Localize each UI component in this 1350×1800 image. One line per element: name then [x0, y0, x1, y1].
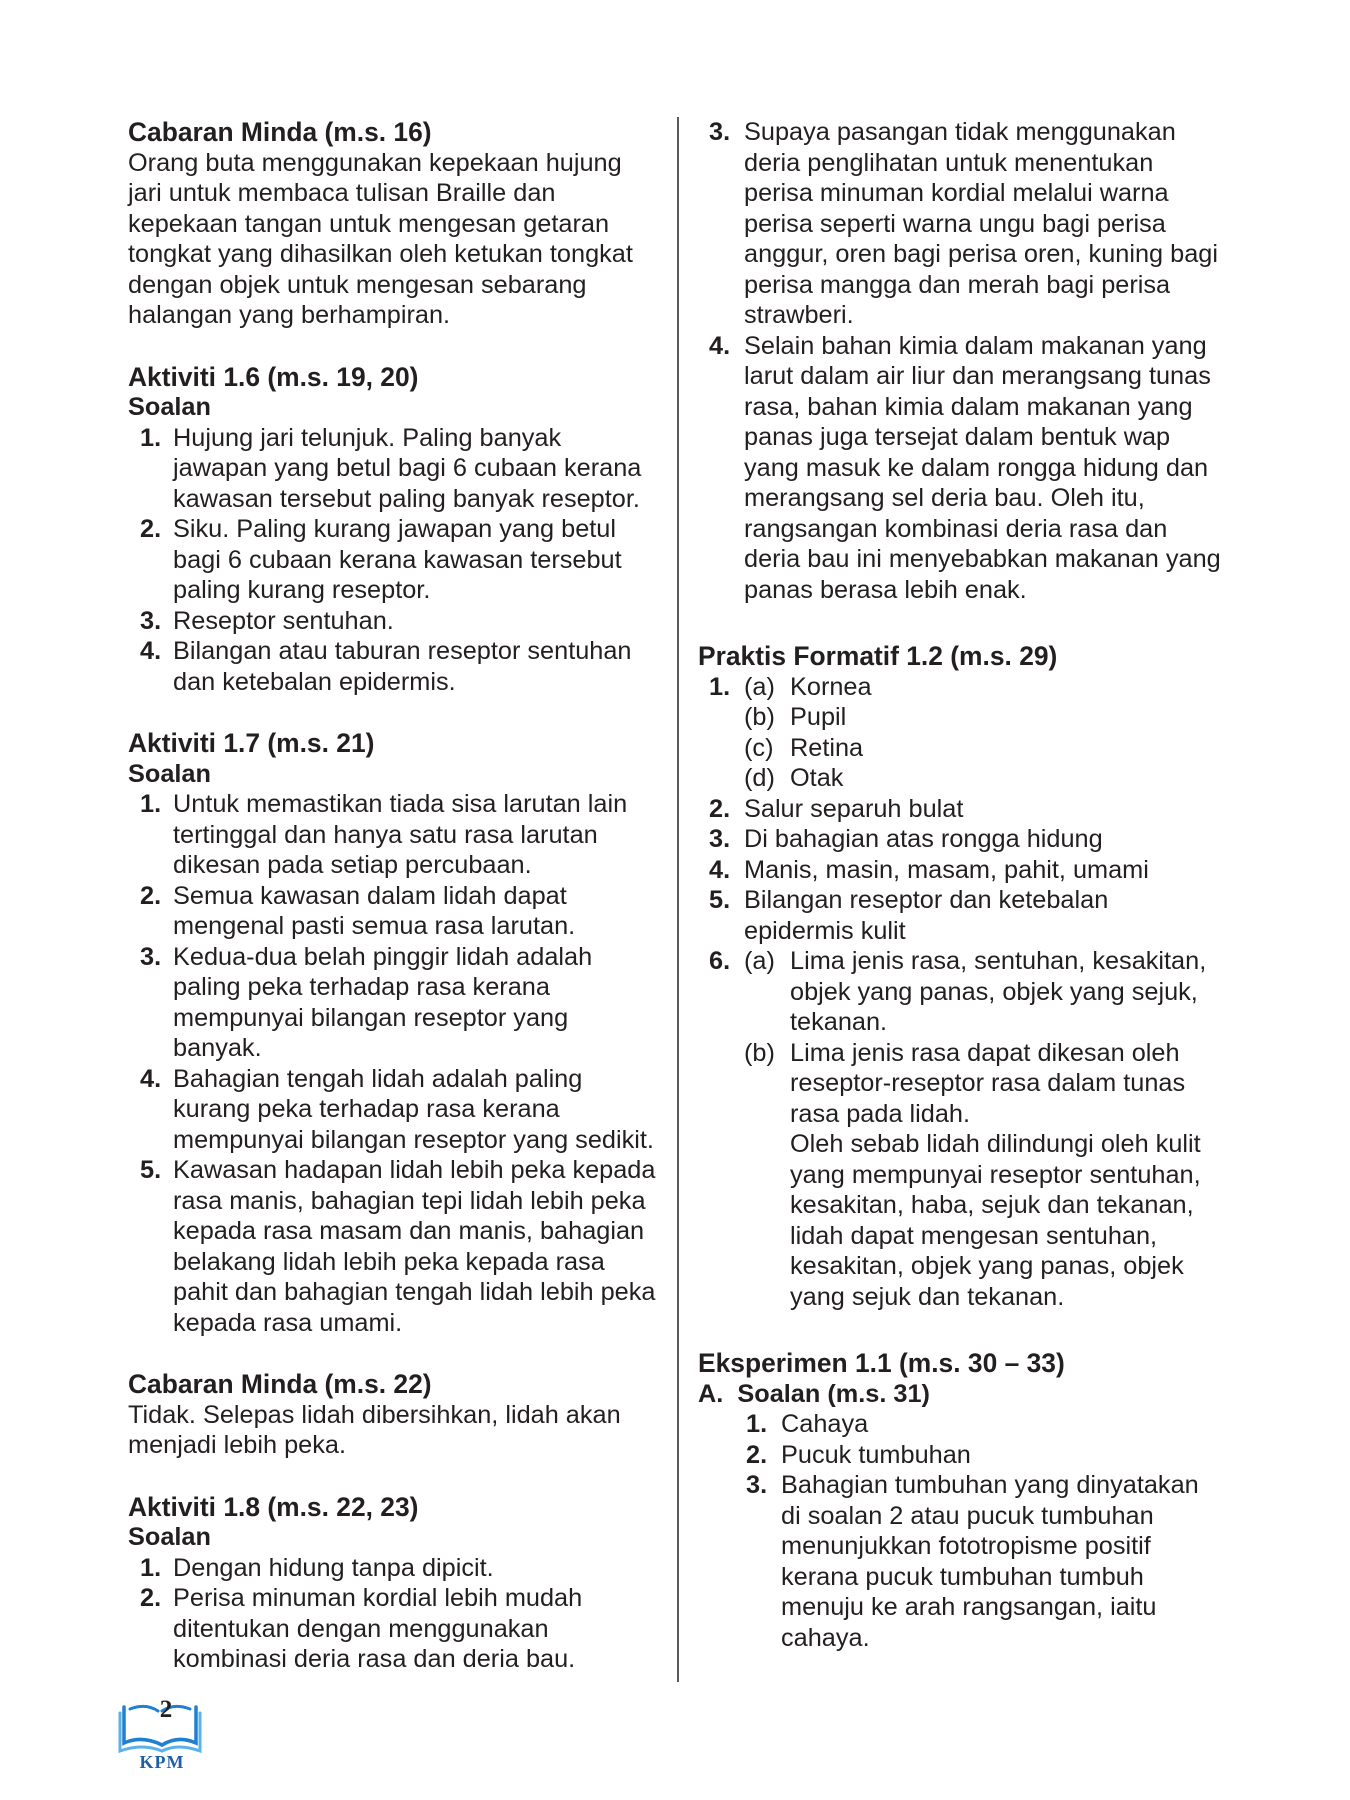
logo-text: KPM	[139, 1752, 185, 1772]
item-number: 2.	[709, 794, 731, 823]
section-heading: Cabaran Minda (m.s. 16)	[128, 117, 432, 147]
item-text: Siku. Paling kurang jawapan yang betul bagi 6 cubaan kerana kawasan tersebut paling kurang reseptor.	[173, 515, 622, 604]
column-divider	[677, 117, 679, 1682]
list-item	[128, 881, 658, 942]
list-item	[698, 331, 1223, 606]
sub-item	[744, 946, 1223, 1038]
item-number: 5.	[709, 886, 731, 914]
sub-item	[744, 733, 1223, 764]
item-number: 3.	[140, 942, 162, 971]
item-number: 2.	[140, 515, 162, 543]
item-text: Pucuk tumbuhan	[781, 1440, 971, 1469]
item-text: Bilangan atau taburan reseptor sentuhan dan ketebalan epidermis.	[173, 637, 632, 696]
item-text: Perisa minuman kordial lebih mudah ditentukan dengan menggunakan kombinasi deria rasa dan deria bau.	[173, 1584, 583, 1673]
list-item	[128, 942, 658, 1064]
item-number: 3.	[709, 118, 731, 146]
item-text: Semua kawasan dalam lidah dapat mengenal pasti semua rasa larutan.	[173, 881, 576, 940]
section-praktis-formatif-1-2	[698, 641, 1223, 1312]
item-text: Untuk memastikan tiada sisa larutan lain tertinggal dan hanya satu rasa larutan dikesan pada setiap percubaan.	[173, 790, 628, 879]
list-item	[698, 1409, 1223, 1440]
list-item	[698, 855, 1223, 886]
item-text: Bahagian tumbuhan yang dinyatakan di soalan 2 atau pucuk tumbuhan menunjukkan fototropisme positif kerana pucuk tumbuhan tumbuh menuju ke arah rangsangan, iaitu cahaya.	[781, 1471, 1199, 1652]
list-item	[698, 946, 1223, 1312]
item-number: 3.	[140, 606, 162, 635]
item-number: 1.	[746, 1410, 768, 1438]
item-number: 3.	[746, 1471, 768, 1499]
item-text: Bahagian tengah lidah adalah paling kurang peka terhadap rasa kerana mempunyai bilangan reseptor yang sedikit.	[173, 1064, 654, 1154]
sub-item-label: (d)	[744, 764, 775, 792]
section-heading: Cabaran Minda (m.s. 22)	[128, 1369, 432, 1399]
section-aktiviti-1-8	[128, 1492, 658, 1675]
section-heading: Eksperimen 1.1 (m.s. 30 – 33)	[698, 1348, 1065, 1378]
item-number: 1.	[140, 423, 162, 452]
item-number: 1.	[140, 790, 162, 818]
sub-item-text: Retina	[790, 733, 864, 762]
item-number: 2.	[746, 1440, 768, 1469]
page-number: 2	[159, 1696, 173, 1723]
subheading-soalan	[698, 1379, 1223, 1410]
list-item	[128, 1155, 658, 1338]
right-column	[698, 117, 1223, 1684]
item-number: 1.	[709, 672, 731, 701]
list-item	[128, 1583, 658, 1675]
item-number: 5.	[140, 1156, 162, 1184]
item-text: Dengan hidung tanpa dipicit.	[173, 1553, 494, 1582]
list-item	[128, 1553, 658, 1584]
item-number: 2.	[140, 881, 162, 910]
sub-item-text: Pupil	[790, 703, 847, 731]
list-item	[698, 1470, 1223, 1653]
sub-item-text-continued: Oleh sebab lidah dilindungi oleh kulit yang mempunyai reseptor sentuhan, kesakitan, haba, sejuk dan tekanan, lidah dapat mengesan sentuhan, kesakitan, objek yang panas, objek yang sejuk dan tekanan.	[790, 1130, 1201, 1311]
item-number: 4.	[140, 1064, 162, 1093]
sub-item	[744, 702, 1223, 733]
sub-item-text: Lima jenis rasa dapat dikesan oleh reseptor-reseptor rasa dalam tunas rasa pada lidah.	[790, 1038, 1186, 1128]
list-item	[128, 423, 658, 515]
section-aktiviti-1-8-continued	[698, 117, 1223, 605]
list-item	[128, 606, 658, 637]
sub-item-text: Otak	[790, 764, 844, 792]
list-item	[698, 794, 1223, 825]
item-text: Hujung jari telunjuk. Paling banyak jawapan yang betul bagi 6 cubaan kerana kawasan tersebut paling banyak reseptor.	[173, 423, 642, 513]
list-item	[128, 1064, 658, 1156]
list-item	[128, 514, 658, 606]
sub-item	[744, 763, 1223, 794]
section-eksperimen-1-1	[698, 1348, 1223, 1653]
answer-paragraph: Orang buta menggunakan kepekaan hujung jari untuk membaca tulisan Braille dan kepekaan tangan untuk mengesan getaran tongkat yang dihasilkan oleh ketukan tongkat dengan objek untuk mengesan sebarang halangan yang berhampiran.	[128, 148, 633, 329]
sub-item-label: (a)	[744, 947, 775, 975]
item-text: Manis, masin, masam, pahit, umami	[744, 855, 1149, 884]
section-heading: Praktis Formatif 1.2 (m.s. 29)	[698, 641, 1058, 671]
item-number: 6.	[709, 947, 731, 975]
sub-item-label: (a)	[744, 672, 775, 701]
item-text: Bilangan reseptor dan ketebalan epidermis kulit	[744, 886, 1109, 945]
item-number: 4.	[709, 855, 731, 884]
list-item	[128, 789, 658, 881]
item-text: Kedua-dua belah pinggir lidah adalah paling peka terhadap rasa kerana mempunyai bilangan reseptor yang banyak.	[173, 942, 593, 1062]
subheading-text: Soalan (m.s. 31)	[737, 1379, 930, 1408]
answer-paragraph: Tidak. Selepas lidah dibersihkan, lidah akan menjadi lebih peka.	[128, 1400, 621, 1459]
sub-item	[744, 1038, 1223, 1313]
item-text: Kawasan hadapan lidah lebih peka kepada rasa manis, bahagian tepi lidah lebih peka kepada rasa masam dan manis, bahagian belakang lidah lebih peka kepada rasa pahit dan bahagian tengah lidah lebih peka kepada rasa umami.	[173, 1156, 656, 1337]
list-item	[698, 1440, 1223, 1471]
subheading-soalan: Soalan	[128, 759, 211, 788]
section-heading: Aktiviti 1.6 (m.s. 19, 20)	[128, 361, 419, 392]
section-cabaran-minda-16	[128, 117, 658, 331]
item-text: Supaya pasangan tidak menggunakan deria penglihatan untuk menentukan perisa minuman kordial melalui warna perisa seperti warna ungu bagi perisa anggur, oren bagi perisa oren, kuning bagi perisa mangga dan merah bagi perisa strawberi.	[744, 118, 1218, 329]
item-number: 3.	[709, 825, 731, 853]
item-number: 4.	[709, 331, 731, 360]
subheading-label: A.	[698, 1379, 724, 1408]
item-text: Cahaya	[781, 1410, 869, 1438]
subheading-soalan: Soalan	[128, 393, 211, 421]
left-column	[128, 117, 658, 1706]
section-heading: Aktiviti 1.8 (m.s. 22, 23)	[128, 1491, 419, 1522]
item-text: Salur separuh bulat	[744, 794, 964, 823]
item-number: 1.	[140, 1553, 162, 1582]
item-text: Selain bahan kimia dalam makanan yang larut dalam air liur dan merangsang tunas rasa, bahan kimia dalam makanan yang panas juga tersejat dalam bentuk wap yang masuk ke dalam rongga hidung dan merangsang sel deria bau. Oleh itu, rangsangan kombinasi deria rasa dan deria bau ini menyebabkan makanan yang panas berasa lebih enak.	[744, 331, 1221, 604]
sub-item-label: (c)	[744, 733, 774, 762]
list-item	[128, 636, 658, 697]
section-aktiviti-1-7	[128, 728, 658, 1338]
list-item	[698, 672, 1223, 794]
sub-item-text: Lima jenis rasa, sentuhan, kesakitan, objek yang panas, objek yang sejuk, tekanan.	[790, 947, 1207, 1036]
sub-item-text: Kornea	[790, 672, 872, 701]
list-item	[698, 824, 1223, 855]
item-text: Reseptor sentuhan.	[173, 606, 394, 635]
item-number: 4.	[140, 637, 162, 665]
item-text: Di bahagian atas rongga hidung	[744, 825, 1103, 853]
item-number: 2.	[140, 1584, 162, 1612]
sub-item-label: (b)	[744, 703, 775, 731]
list-item	[698, 885, 1223, 946]
sub-item-label: (b)	[744, 1038, 775, 1067]
section-cabaran-minda-22	[128, 1369, 658, 1461]
section-aktiviti-1-6	[128, 362, 658, 698]
list-item	[698, 117, 1223, 331]
sub-item	[744, 672, 1223, 703]
subheading-soalan: Soalan	[128, 1523, 211, 1551]
section-heading: Aktiviti 1.7 (m.s. 21)	[128, 728, 375, 758]
